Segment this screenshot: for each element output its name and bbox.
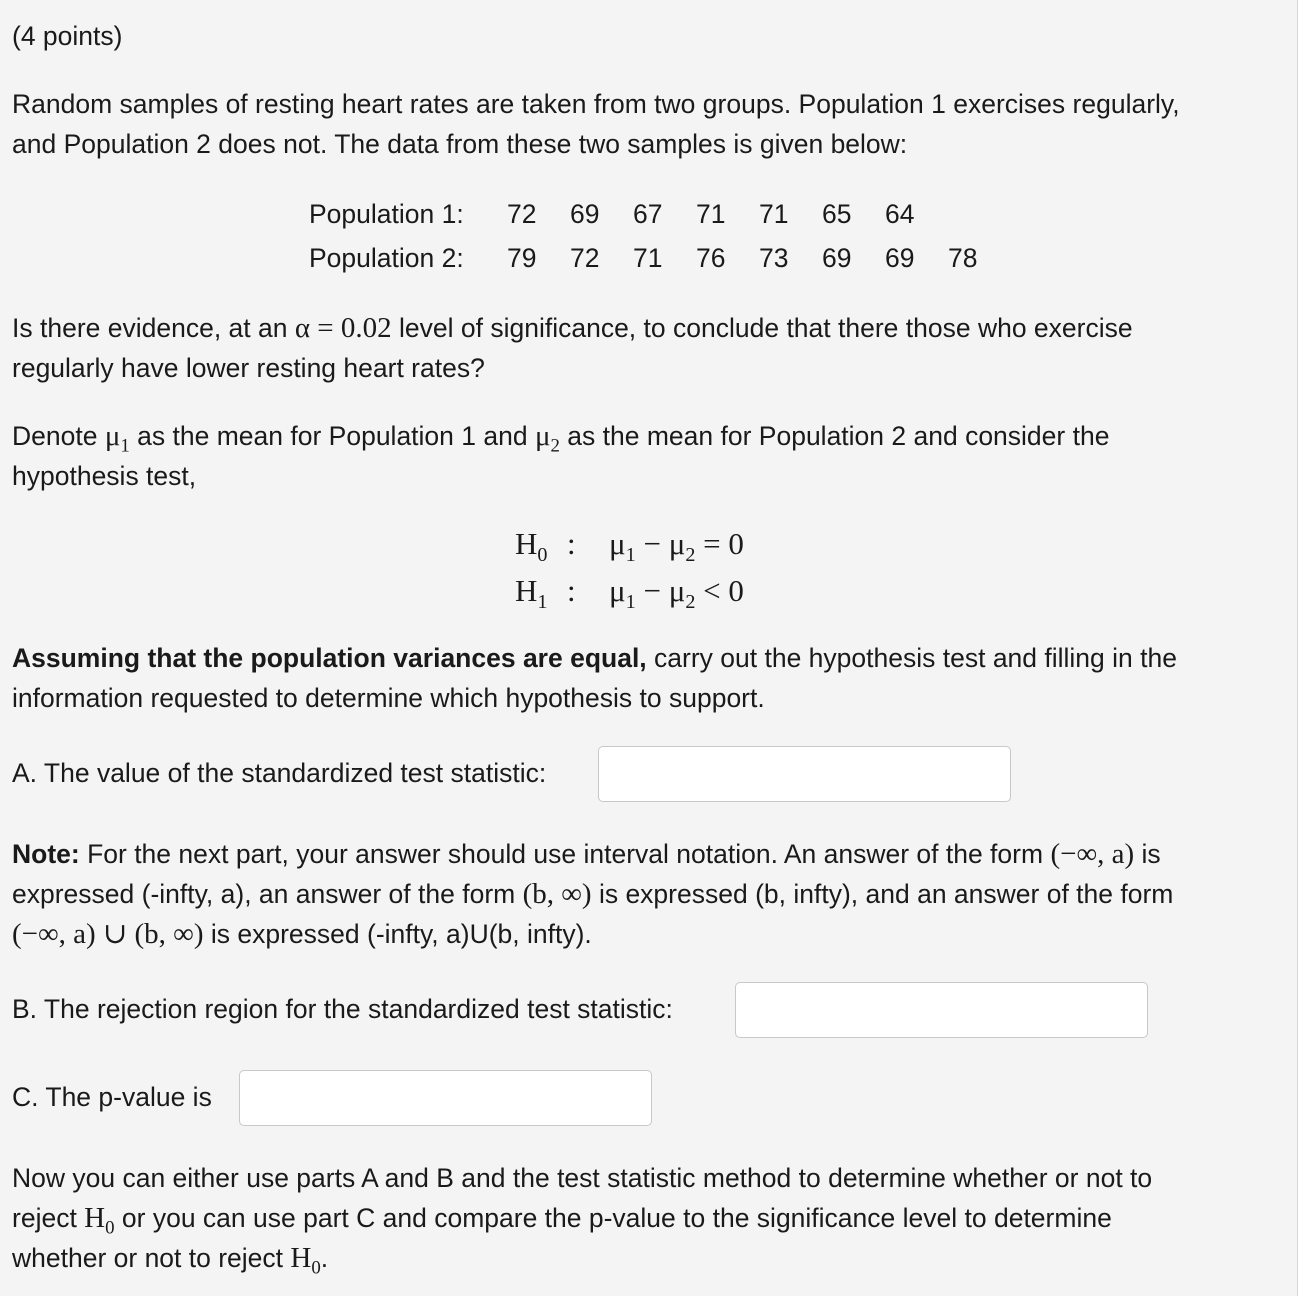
conclusion-paragraph: [12, 1158, 1282, 1278]
conclusion-line-1: Now you can either use parts A and B and the test statistic method to determine whether or not to: [12, 1163, 1153, 1193]
data-cell: 69: [885, 243, 915, 273]
data-cell: 78: [948, 243, 978, 273]
denote-text: as the mean for Population 1 and: [129, 421, 535, 451]
alpha-symbol: α: [294, 312, 311, 344]
data-cell: 72: [507, 199, 537, 229]
question-line-1: [12, 308, 1282, 348]
note-bold: Note:: [12, 839, 80, 869]
sample-data-table: [309, 192, 1011, 280]
alpha-value: 0.02: [340, 312, 392, 344]
part-a-label: A. The value of the standardized test statistic:: [12, 758, 547, 788]
data-cell: 72: [570, 243, 600, 273]
alternative-hypothesis: $H_1$ : $\mu_1 - \mu_2 < 0$: [515, 573, 744, 614]
interval-left: (−∞, a): [1050, 838, 1135, 870]
interval-union: (−∞, a) ∪ (b, ∞): [12, 918, 204, 950]
note-line-3: (−∞, a) ∪ (b, ∞) is expressed (-infty, a)U(b, infty).: [12, 918, 592, 950]
h0-symbol: $H_0$: [84, 1202, 115, 1239]
part-c-label: C. The p-value is: [12, 1082, 212, 1112]
assumption-line-1: [12, 638, 1282, 678]
question-text: level of significance, to conclude that there those who exercise: [391, 313, 1133, 343]
interval-right: (b, ∞): [522, 878, 592, 910]
data-cell: 73: [759, 243, 789, 273]
question-text: Is there evidence, at an: [12, 313, 295, 343]
data-cell: 64: [885, 199, 915, 229]
right-border: [1297, 0, 1312, 1298]
denote-line-1: [12, 416, 1282, 456]
population-2-row: [309, 236, 1011, 280]
data-cell: 76: [696, 243, 726, 273]
population-1-row: [309, 192, 1011, 236]
h0-symbol: $H_0$: [290, 1242, 321, 1279]
equals-sign: =: [310, 312, 341, 344]
mu-1: $\mu_1$: [104, 420, 130, 457]
assumption-bold: Assuming that the population variances are equal,: [12, 643, 647, 673]
data-cell: 71: [696, 199, 726, 229]
data-cell: 67: [633, 199, 663, 229]
data-cell: 79: [507, 243, 537, 273]
population-2-label: Population 2:: [309, 243, 464, 273]
null-hypothesis: $H_0$ : $\mu_1 - \mu_2 = 0$: [515, 526, 744, 567]
denote-line-2: hypothesis test,: [12, 461, 197, 491]
intro-line-1: Random samples of resting heart rates are taken from two groups. Population 1 exercises regularly,: [12, 89, 1180, 119]
denote-text: Denote: [12, 421, 105, 451]
assumption-line-2: information requested to determine which hypothesis to support.: [12, 683, 765, 713]
data-cell: [948, 192, 1011, 236]
test-statistic-input[interactable]: [598, 746, 1011, 802]
part-b-label: B. The rejection region for the standardized test statistic:: [12, 994, 673, 1024]
denote-paragraph: [12, 416, 1282, 496]
intro-line-2: and Population 2 does not. The data from these two samples is given below:: [12, 129, 908, 159]
population-1-label: Population 1:: [309, 199, 464, 229]
conclusion-line-2: reject $H_0$ or you can use part C and compare the p-value to the significance level to determine: [12, 1202, 1112, 1239]
note-line-2: expressed (-infty, a), an answer of the form (b, ∞) is expressed (b, infty), and an answer of the form: [12, 878, 1174, 910]
points-label: (4 points): [12, 21, 123, 51]
data-cell: 71: [759, 199, 789, 229]
question-line-2: regularly have lower resting heart rates?: [12, 353, 485, 383]
data-cell: 69: [570, 199, 600, 229]
assumption-paragraph: [12, 638, 1282, 718]
rejection-region-input[interactable]: [735, 982, 1148, 1038]
note-paragraph: [12, 834, 1282, 954]
data-cell: 71: [633, 243, 663, 273]
note-line-1: Note: For the next part, your answer should use interval notation. An answer of the form (−∞, a) is: [12, 838, 1161, 870]
intro-paragraph: [12, 84, 1282, 164]
mu-2: $\mu_2$: [534, 420, 560, 457]
denote-text: as the mean for Population 2 and consider the: [559, 421, 1110, 451]
assumption-text: carry out the hypothesis test and filling in the: [646, 643, 1177, 673]
conclusion-line-3: whether or not to reject $H_0$.: [12, 1242, 329, 1279]
data-cell: 65: [822, 199, 852, 229]
p-value-input[interactable]: [239, 1070, 652, 1126]
question-paragraph: [12, 308, 1282, 388]
data-cell: 69: [822, 243, 852, 273]
